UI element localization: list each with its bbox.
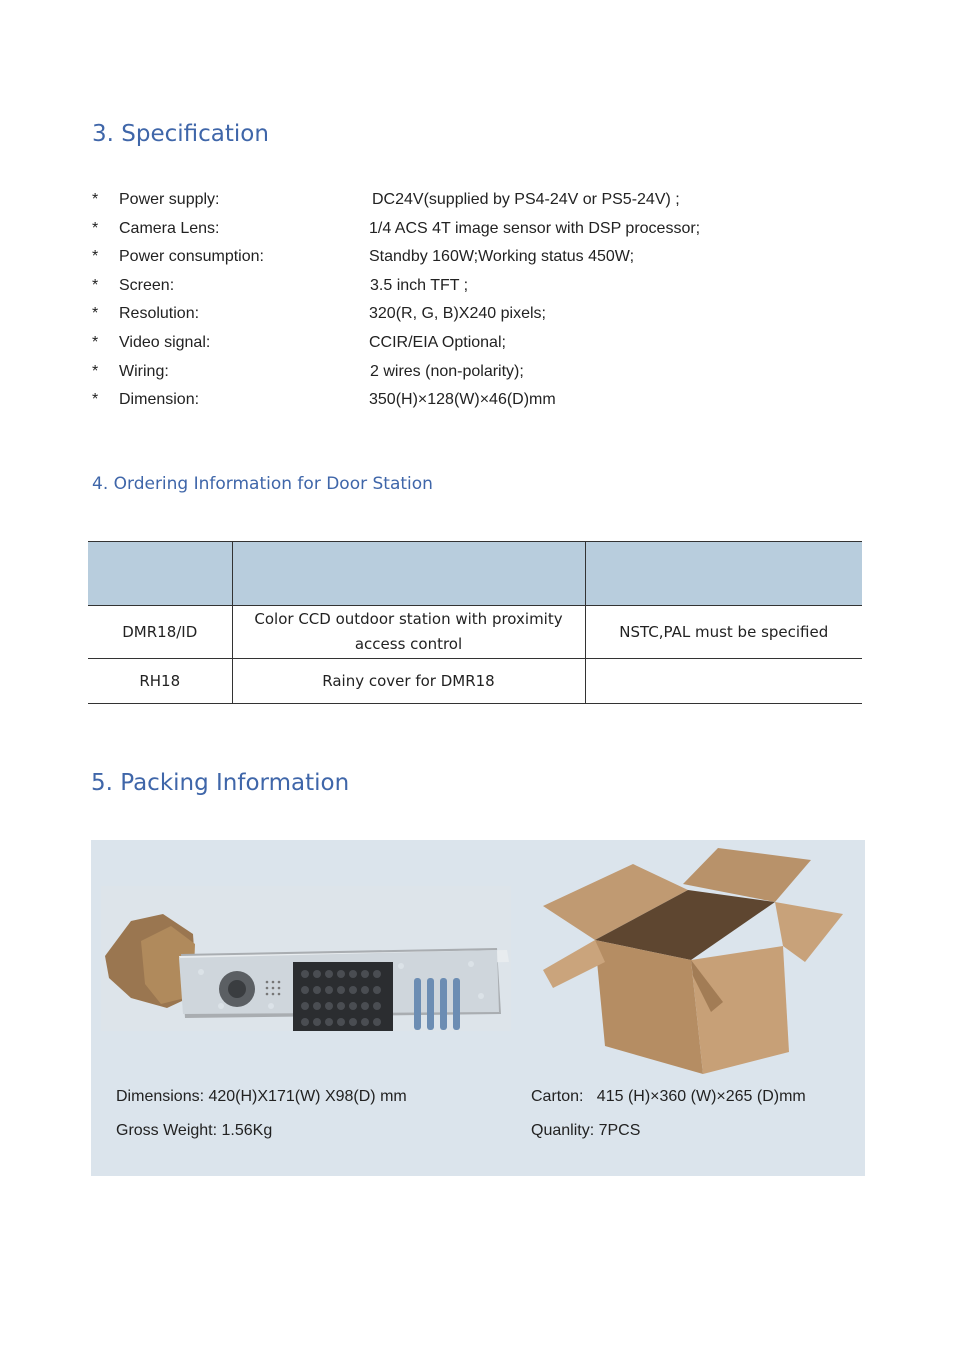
bullet: *: [92, 333, 99, 351]
bullet: *: [92, 248, 99, 266]
spec-row: [92, 215, 852, 244]
packing-panel: [91, 840, 865, 1176]
specification-list: [92, 186, 852, 415]
bullet: *: [92, 276, 99, 294]
spec-value: DC24V(supplied by PS4-24V or PS5-24V) ;: [372, 191, 680, 208]
carton-quantity: Quanlity: 7PCS: [531, 1122, 641, 1139]
bullet: *: [92, 391, 99, 409]
table-row: [88, 606, 862, 659]
model-cell: RH18: [88, 659, 232, 704]
spec-row: [92, 386, 852, 415]
note-cell: NSTC,PAL must be specified: [585, 606, 862, 659]
model-cell: DMR18/ID: [88, 606, 232, 659]
spec-label: Resolution:: [119, 305, 200, 323]
spec-row: [92, 358, 852, 387]
ordering-heading: 4. Ordering Information for Door Station: [92, 474, 433, 494]
spec-value: CCIR/EIA Optional;: [369, 333, 506, 351]
spec-value: 1/4 ACS 4T image sensor with DSP processor;: [369, 219, 701, 237]
bullet: *: [92, 191, 99, 208]
spec-label: Dimension:: [119, 391, 200, 409]
description-cell: Color CCD outdoor station with proximity access control: [232, 606, 585, 659]
spec-row: [92, 272, 852, 301]
note-cell: [585, 659, 862, 704]
spec-row: [92, 186, 852, 215]
description-cell: Rainy cover for DMR18: [232, 659, 585, 704]
spec-row: [92, 243, 852, 272]
spec-row: [92, 329, 852, 358]
spec-label: Screen:: [119, 276, 175, 294]
ordering-table: [88, 541, 862, 704]
header-cell: [585, 542, 862, 606]
spec-value: 320(R, G, B)X240 pixels;: [369, 305, 546, 323]
spec-value: 350(H)×128(W)×46(D)mm: [369, 391, 556, 409]
spec-label: Video signal:: [119, 333, 211, 351]
table-row: [88, 659, 862, 704]
spec-label: Power supply:: [119, 191, 220, 208]
header-cell: [232, 542, 585, 606]
cardboard-box-photo: [543, 842, 851, 1074]
wrapped-door-station-photo: [101, 886, 511, 1031]
gross-weight: Gross Weight: 1.56Kg: [116, 1122, 273, 1139]
bullet: *: [92, 305, 99, 323]
spec-value: Standby 160W;Working status 450W;: [369, 248, 635, 266]
table-header-row: [88, 542, 862, 606]
packing-heading: 5. Packing Information: [91, 770, 350, 796]
spec-value: 3.5 inch TFT ;: [370, 276, 469, 294]
header-cell: [88, 542, 232, 606]
bullet: *: [92, 219, 99, 237]
spec-label: Wiring:: [119, 362, 169, 380]
carton-size: Carton: 415 (H)×360 (W)×265 (D)mm: [531, 1088, 806, 1105]
spec-row: [92, 300, 852, 329]
bullet: *: [92, 362, 99, 380]
specification-heading: 3. Specification: [92, 121, 269, 147]
spec-label: Camera Lens:: [119, 219, 220, 237]
spec-value: 2 wires (non-polarity);: [370, 362, 524, 380]
spec-label: Power consumption:: [119, 248, 264, 266]
product-dimensions: Dimensions: 420(H)X171(W) X98(D) mm: [116, 1088, 407, 1105]
